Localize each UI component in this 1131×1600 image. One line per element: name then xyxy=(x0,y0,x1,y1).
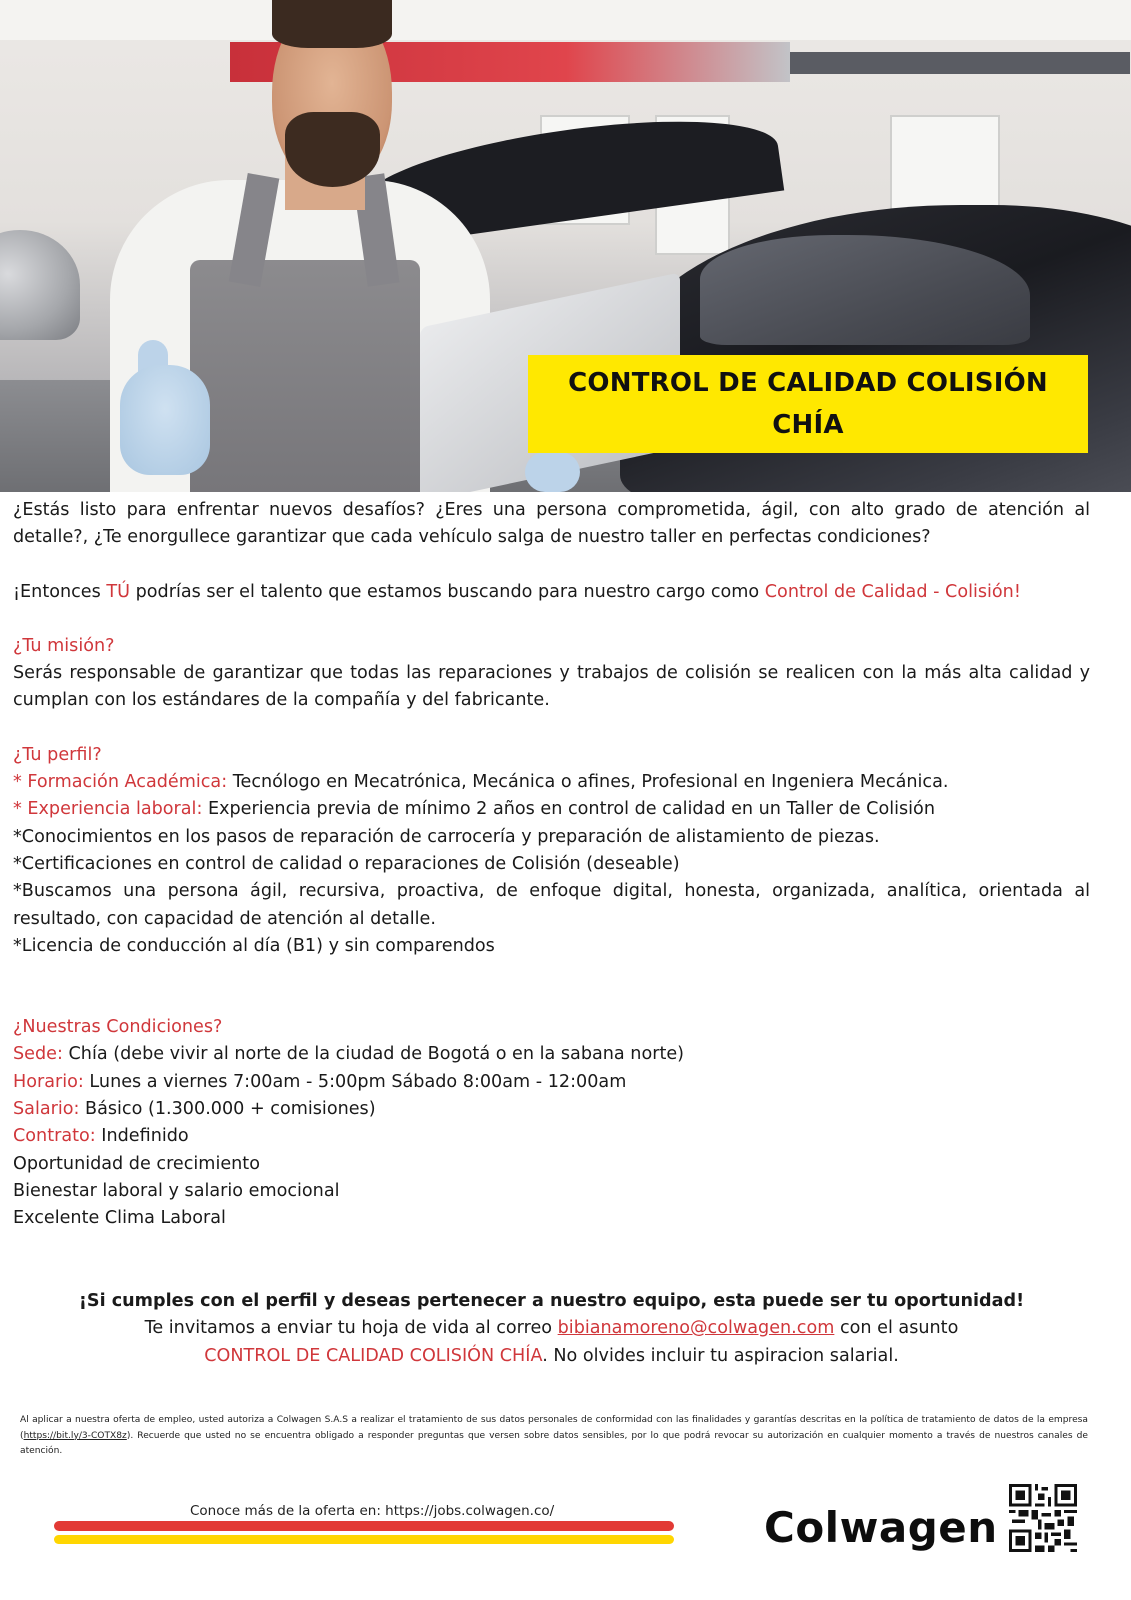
intro-mid: podrías ser el talento que estamos buscando para nuestro cargo como xyxy=(130,581,765,602)
salario-text: Básico (1.300.000 + comisiones) xyxy=(79,1099,376,1120)
intro-tu: TÚ xyxy=(106,581,131,602)
horario-text: Lunes a viernes 7:00am - 5:00pm Sábado 8:00am - 12:00am xyxy=(83,1071,627,1092)
mision-text: Serás responsable de garantizar que todas las reparaciones y trabajos de colisión se realicen con la más alta calidad y cumplan con los estándares de la compañía y del fabricante. xyxy=(13,663,1090,711)
footer-yellow-bar xyxy=(54,1535,674,1544)
condicion-sede xyxy=(13,1041,1090,1068)
salario-label: Salario: xyxy=(13,1099,80,1120)
wall-panel xyxy=(890,115,1000,215)
cta-post: con el asunto xyxy=(834,1318,959,1339)
perfil-experiencia xyxy=(13,796,1090,823)
cta-salary-note: . No olvides incluir tu aspiracion salarial. xyxy=(542,1345,899,1366)
job-title-banner xyxy=(528,355,1088,453)
condicion-horario xyxy=(13,1069,1090,1096)
perfil-formacion xyxy=(13,769,1090,796)
privacy-notice xyxy=(20,1413,1088,1460)
perfil-item: *Conocimientos en los pasos de reparación de carrocería y preparación de alistamiento de piezas. xyxy=(13,826,880,847)
experiencia-label: * Experiencia laboral: xyxy=(13,799,203,820)
wall-gray-stripe xyxy=(790,52,1130,74)
contrato-label: Contrato: xyxy=(13,1126,96,1147)
privacy-policy-link[interactable]: https://bit.ly/3-COTX8z xyxy=(23,1430,127,1441)
condicion-salario xyxy=(13,1096,1090,1123)
cta-instructions xyxy=(13,1315,1090,1342)
privacy-post: ). Recuerde que usted no se encuentra obligado a responder preguntas que versen sobre datos sensibles, por lo que podrá revocar su autorización en cualquier momento a través de nuestros canales de atención. xyxy=(20,1430,1088,1456)
intro-role: Control de Calidad - Colisión! xyxy=(764,581,1021,602)
sede-label: Sede: xyxy=(13,1044,63,1065)
job-description xyxy=(13,497,1090,1233)
footer-red-bar xyxy=(54,1521,674,1531)
perfil-item: *Licencia de conducción al día (B1) y sin comparendos xyxy=(13,935,495,956)
cta-subject-line xyxy=(13,1343,1090,1370)
job-title-line1: CONTROL DE CALIDAD COLISIÓN xyxy=(568,368,1048,398)
formacion-label: * Formación Académica: xyxy=(13,772,228,793)
email-link[interactable]: bibianamoreno@colwagen.com xyxy=(557,1318,835,1339)
email-subject: CONTROL DE CALIDAD COLISIÓN CHÍA xyxy=(204,1345,543,1366)
mechanic-overall xyxy=(190,260,420,492)
job-title-line2: CHÍA xyxy=(772,410,844,440)
experiencia-text: Experiencia previa de mínimo 2 años en control de calidad en un Taller de Colisión xyxy=(202,799,935,820)
glove-hand xyxy=(120,365,210,475)
contrato-text: Indefinido xyxy=(95,1126,189,1147)
condicion-extra: Excelente Clima Laboral xyxy=(13,1208,226,1229)
colwagen-logo: Colwagen xyxy=(764,1503,998,1552)
workshop-ceiling xyxy=(0,0,1131,40)
background-car xyxy=(0,230,80,340)
job-title xyxy=(568,362,1048,446)
cta-headline: ¡Si cumples con el perfil y deseas pertenecer a nuestro equipo, esta puede ser tu oportunidad! xyxy=(78,1291,1025,1311)
horario-label: Horario: xyxy=(13,1071,84,1092)
mechanic-beard xyxy=(285,112,380,187)
call-to-action xyxy=(13,1288,1090,1370)
intro-paragraph: ¿Estás listo para enfrentar nuevos desafíos? ¿Eres una persona comprometida, ágil, con alto grado de atención al detalle?, ¿Te enorgullece garantizar que cada vehículo salga de nuestro taller en perfectas condiciones? xyxy=(13,500,1090,548)
sede-text: Chía (debe vivir al norte de la ciudad de Bogotá o en la sabana norte) xyxy=(62,1044,685,1065)
condicion-extra: Oportunidad de crecimiento xyxy=(13,1153,260,1174)
perfil-item: *Buscamos una persona ágil, recursiva, proactiva, de enfoque digital, honesta, organizada, analítica, orientada al resultado, con capacidad de atención al detalle. xyxy=(13,881,1090,929)
jobs-site-link[interactable]: Conoce más de la oferta en: https://jobs.colwagen.co/ xyxy=(190,1503,555,1519)
mision-heading: ¿Tu misión? xyxy=(13,635,115,656)
intro-callout xyxy=(13,579,1090,606)
perfil-item: *Certificaciones en control de calidad o reparaciones de Colisión (deseable) xyxy=(13,853,680,874)
intro-pre: ¡Entonces xyxy=(13,581,107,602)
condicion-extra: Bienestar laboral y salario emocional xyxy=(13,1180,340,1201)
perfil-heading: ¿Tu perfil? xyxy=(13,744,102,765)
mechanic-hair xyxy=(272,0,392,48)
cta-pre: Te invitamos a enviar tu hoja de vida al correo xyxy=(144,1318,558,1339)
condiciones-heading: ¿Nuestras Condiciones? xyxy=(13,1017,223,1038)
formacion-text: Tecnólogo en Mecatrónica, Mecánica o afines, Profesional en Ingeniera Mecánica. xyxy=(227,772,949,793)
qr-code-icon[interactable] xyxy=(1009,1484,1077,1552)
condicion-contrato xyxy=(13,1123,1090,1150)
glove-hand xyxy=(525,452,580,492)
privacy-pre: Al aplicar a nuestra oferta de empleo, usted autoriza a Colwagen S.A.S a realizar el tratamiento de sus datos personales de conformidad con las finalidades y garantías descritas en la política de tratamiento de datos de la empresa ( xyxy=(20,1415,1088,1441)
